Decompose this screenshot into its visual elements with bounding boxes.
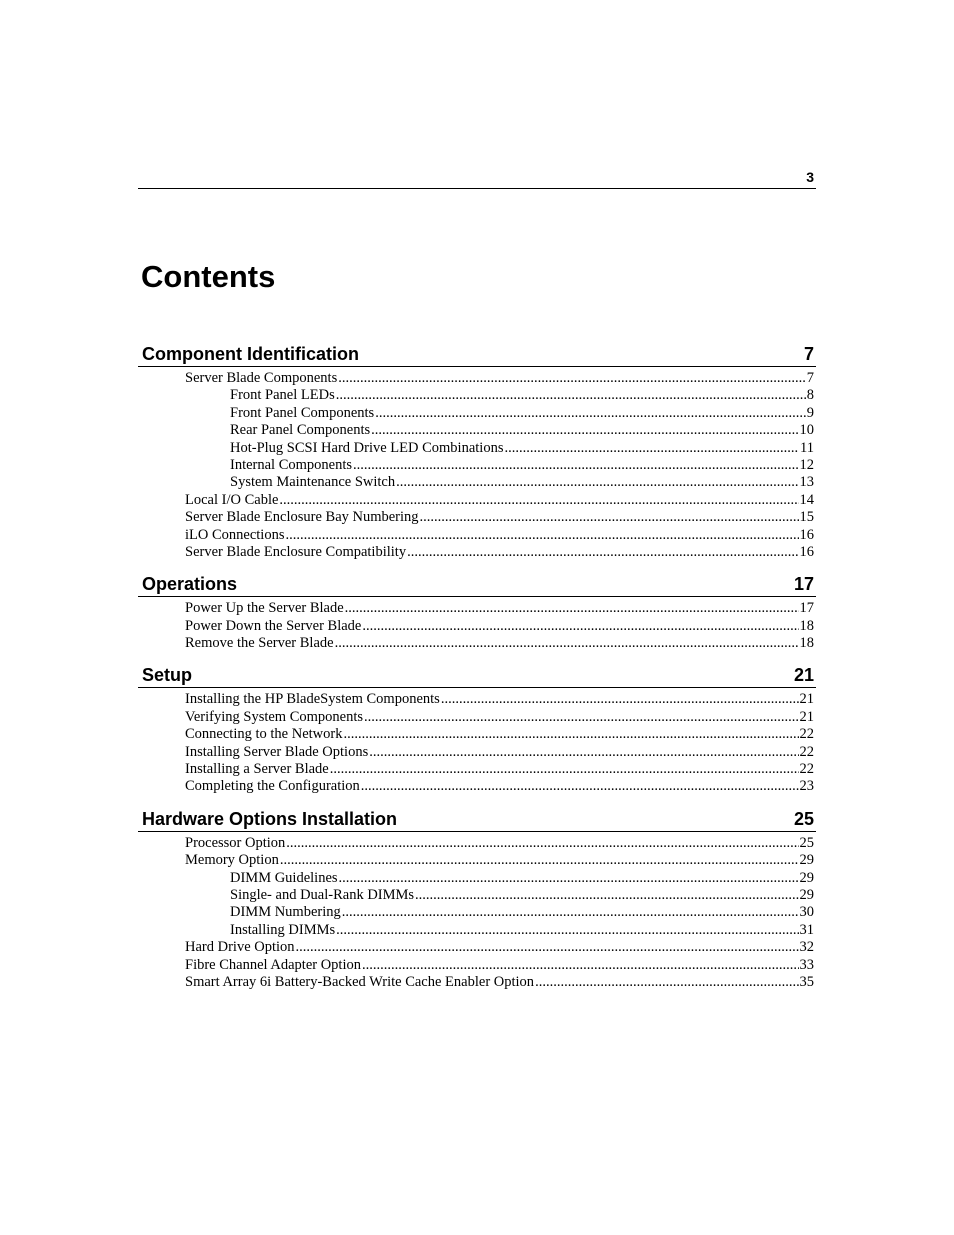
toc-entry-page-number: 7 <box>806 370 814 386</box>
toc-entry-list <box>138 367 816 561</box>
toc-entry-title: Connecting to the Network <box>185 726 343 743</box>
toc-entry[interactable] <box>138 852 816 869</box>
toc-entry-title: System Maintenance Switch <box>230 474 396 491</box>
toc-entry-title: Fibre Channel Adapter Option <box>185 956 361 973</box>
toc-entry-title: Verifying System Components <box>185 708 364 725</box>
toc-entry[interactable] <box>138 509 816 526</box>
toc-entry-title: Installing DIMMs <box>230 921 336 938</box>
toc-entry-title: Front Panel LEDs <box>230 387 335 404</box>
toc-entry-page-number: 9 <box>806 404 814 421</box>
toc-entry-title: Processor Option <box>185 834 286 851</box>
toc-entry-page-number: 17 <box>799 600 814 617</box>
dot-leader <box>345 600 799 617</box>
toc-entry-page-number: 25 <box>799 834 814 851</box>
toc-entry-title: Single- and Dual-Rank DIMMs <box>230 886 415 903</box>
toc-entry-title: DIMM Guidelines <box>230 869 338 886</box>
toc-entry[interactable] <box>138 474 816 491</box>
dot-leader <box>339 870 799 887</box>
dot-leader <box>415 887 798 904</box>
toc-entry-page-number: 30 <box>799 904 814 921</box>
toc-entry[interactable] <box>138 457 816 474</box>
toc-entry[interactable] <box>138 744 816 761</box>
toc-entry-title: Server Blade Enclosure Compatibility <box>185 543 407 560</box>
dot-leader <box>343 726 798 743</box>
toc-section-heading[interactable] <box>138 807 816 832</box>
dot-leader <box>371 422 798 439</box>
toc-entry-list <box>138 832 816 992</box>
section-title: Operations <box>142 574 238 595</box>
toc-entry-list <box>138 597 816 652</box>
toc-entry[interactable] <box>138 870 816 887</box>
toc-entry-page-number: 13 <box>799 474 814 491</box>
toc-entry-title: Hard Drive Option <box>185 939 295 956</box>
toc-entry-page-number: 29 <box>799 886 814 903</box>
toc-entry[interactable] <box>138 974 816 991</box>
toc-entry-title: Power Down the Server Blade <box>185 617 362 634</box>
toc-entry-title: Rear Panel Components <box>230 422 371 439</box>
toc-entry-title: Completing the Configuration <box>185 778 360 795</box>
dot-leader <box>504 440 799 457</box>
toc-entry[interactable] <box>138 635 816 652</box>
toc-entry-page-number: 21 <box>799 708 814 725</box>
toc-entry[interactable] <box>138 527 816 544</box>
dot-leader <box>369 744 798 761</box>
dot-leader <box>375 405 806 422</box>
dot-leader <box>396 474 798 491</box>
dot-leader <box>280 852 799 869</box>
page-number: 3 <box>806 169 814 185</box>
toc-section-heading[interactable] <box>138 572 816 597</box>
toc-entry-page-number: 35 <box>799 973 814 990</box>
toc-entry-page-number: 16 <box>799 526 814 543</box>
toc-entry-title: Installing Server Blade Options <box>185 743 369 760</box>
toc-entry[interactable] <box>138 440 816 457</box>
toc-section-heading[interactable] <box>138 342 816 367</box>
dot-leader <box>336 387 806 404</box>
section-title: Component Identification <box>142 344 359 364</box>
section-title: Setup <box>142 665 193 686</box>
toc-entry-page-number: 18 <box>799 617 814 634</box>
toc-entry-list <box>138 688 816 795</box>
toc-entry[interactable] <box>138 835 816 852</box>
dot-leader <box>336 922 798 939</box>
dot-leader <box>441 691 799 708</box>
dot-leader <box>362 957 799 974</box>
toc-section <box>138 572 816 652</box>
toc-entry-page-number: 29 <box>799 852 814 869</box>
toc-entry-page-number: 33 <box>799 956 814 973</box>
dot-leader <box>420 509 799 526</box>
dot-leader <box>407 544 798 561</box>
dot-leader <box>364 709 798 726</box>
toc-entry[interactable] <box>138 492 816 509</box>
toc-entry[interactable] <box>138 726 816 743</box>
toc-entry-title: Power Up the Server Blade <box>185 600 344 617</box>
toc-entry-page-number: 31 <box>799 921 814 938</box>
toc-entry-page-number: 32 <box>799 939 814 956</box>
section-page-number: 21 <box>793 665 814 686</box>
toc-entry[interactable] <box>138 887 816 904</box>
toc-section <box>138 663 816 795</box>
toc-entry-title: iLO Connections <box>185 526 285 543</box>
toc-entry[interactable] <box>138 957 816 974</box>
section-title: Hardware Options Installation <box>142 808 398 829</box>
dot-leader <box>286 835 798 852</box>
toc-entry-title: Memory Option <box>185 852 279 869</box>
page-title: Contents <box>141 259 276 294</box>
toc-entry-page-number: 8 <box>806 387 814 404</box>
dot-leader <box>285 527 798 544</box>
toc-entry-title: Installing a Server Blade <box>185 761 329 778</box>
toc-entry[interactable] <box>138 939 816 956</box>
toc-entry[interactable] <box>138 422 816 439</box>
dot-leader <box>535 974 798 991</box>
dot-leader <box>362 618 798 635</box>
dot-leader <box>279 492 798 509</box>
toc-entry-title: Installing the HP BladeSystem Components <box>185 691 440 708</box>
toc-entry[interactable] <box>138 709 816 726</box>
section-page-number: 17 <box>793 574 814 595</box>
dot-leader <box>353 457 798 474</box>
toc-section <box>138 807 816 992</box>
dot-leader <box>330 761 799 778</box>
toc-entry-page-number: 22 <box>799 726 814 743</box>
toc-entry[interactable] <box>138 761 816 778</box>
dot-leader <box>296 939 799 956</box>
toc-entry[interactable] <box>138 405 816 422</box>
toc-entry-page-number: 12 <box>799 456 814 473</box>
header-rule <box>138 188 816 189</box>
toc-entry-page-number: 21 <box>799 691 814 708</box>
toc-entry-title: Internal Components <box>230 456 353 473</box>
toc-entry[interactable] <box>138 544 816 561</box>
dot-leader <box>342 904 799 921</box>
dot-leader <box>338 370 806 387</box>
section-page-number: 25 <box>793 808 814 829</box>
toc-entry-page-number: 23 <box>799 778 814 795</box>
toc-entry-title: Local I/O Cable <box>185 491 279 508</box>
toc-entry[interactable] <box>138 691 816 708</box>
toc-entry[interactable] <box>138 904 816 921</box>
toc-entry[interactable] <box>138 387 816 404</box>
toc-entry-page-number: 29 <box>799 869 814 886</box>
toc-entry-title: Smart Array 6i Battery-Backed Write Cache Enabler Option <box>185 973 535 990</box>
toc-entry-page-number: 11 <box>800 439 814 456</box>
dot-leader <box>361 778 799 795</box>
toc-entry-page-number: 16 <box>799 543 814 560</box>
toc-entry-page-number: 10 <box>799 422 814 439</box>
toc-entry-title: Server Blade Components <box>185 370 338 386</box>
toc-entry-page-number: 22 <box>799 761 814 778</box>
toc-entry-title: DIMM Numbering <box>230 904 341 921</box>
toc-entry[interactable] <box>138 370 816 387</box>
toc-entry[interactable] <box>138 778 816 795</box>
toc-entry-page-number: 14 <box>799 491 814 508</box>
table-of-contents <box>138 342 816 1002</box>
toc-entry-title: Remove the Server Blade <box>185 635 334 652</box>
dot-leader <box>335 635 799 652</box>
toc-entry-title: Hot-Plug SCSI Hard Drive LED Combinations <box>230 439 504 456</box>
toc-section <box>138 342 816 561</box>
toc-entry-page-number: 22 <box>799 743 814 760</box>
toc-entry-page-number: 15 <box>799 509 814 526</box>
toc-entry-page-number: 18 <box>799 635 814 652</box>
toc-entry-title: Server Blade Enclosure Bay Numbering <box>185 509 419 526</box>
toc-entry[interactable] <box>138 922 816 939</box>
toc-entry[interactable] <box>138 600 816 617</box>
toc-entry-title: Front Panel Components <box>230 404 375 421</box>
section-page-number: 7 <box>803 344 814 364</box>
toc-entry[interactable] <box>138 618 816 635</box>
toc-section-heading[interactable] <box>138 663 816 688</box>
